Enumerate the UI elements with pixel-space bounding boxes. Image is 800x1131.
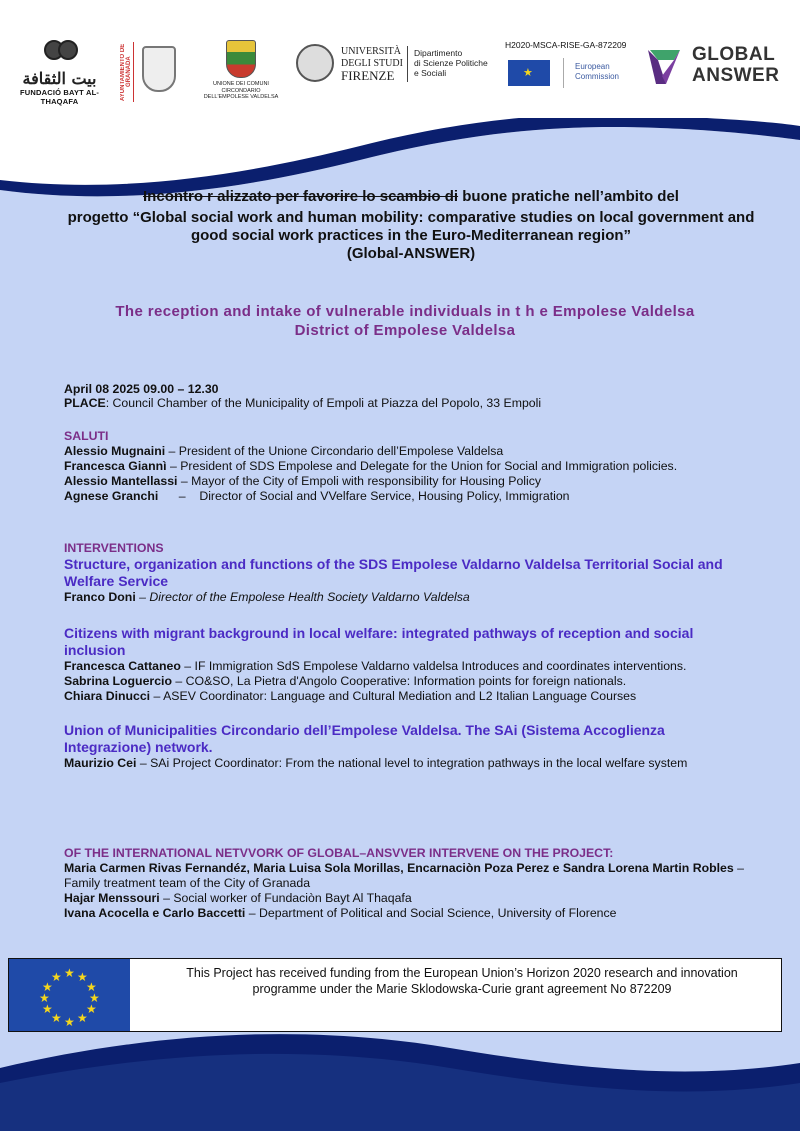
- unione-shield-icon: [226, 40, 256, 78]
- eu-commission-logo: H2020-MSCA-RISE-GA-872209 ★ European Commission: [505, 40, 635, 86]
- unifi-seal-icon: [296, 44, 334, 82]
- intervention-block: Union of Municipalities Circondario dell’Empolese Valdelsa. The SAi (Sistema Accoglienza Integrazione) network. Maurizio Cei – SAi Project Coordinator: From the national level to integration pathways in the local welfare system: [64, 722, 754, 771]
- list-item: Alessio Mugnaini – President of the Unione Circondario dell’Empolese Valdelsa: [64, 444, 504, 458]
- eu-flag-icon: ★ ★ ★ ★ ★ ★ ★ ★ ★ ★ ★ ★: [9, 959, 130, 1031]
- granada-logo: AYUNTAMIENTO DE GRANADA: [120, 42, 180, 104]
- bayt-seal-icon: [40, 40, 80, 70]
- list-item: Francesca Giannì – President of SDS Empolese and Delegate for the Union for Social and Immigration policies.: [64, 459, 678, 473]
- logo-bar: [0, 30, 800, 120]
- eu-flag-icon: [508, 60, 550, 86]
- funding-notice: [8, 958, 782, 1032]
- funding-text: This Project has received funding from the European Union’s Horizon 2020 research and innovation programme under the Marie Sklodowska-Curie grant agreement No 872209: [186, 966, 738, 996]
- event-date: April 08 2025 09.00 – 12.30: [64, 382, 219, 396]
- international-heading: OF THE INTERNATIONAL NETVVORK OF GLOBAL–ANSVVER INTERVENE ON THE PROJECT:: [64, 846, 614, 860]
- intervention-block: Structure, organization and functions of the SDS Empolese Valdarno Valdelsa Territorial Social and Welfare Service Franco Doni – Director of the Empolese Health Society Valdarno Valdelsa: [64, 556, 754, 605]
- unifi-logo: UNIVERSITÀ DEGLI STUDI FIRENZE Dipartimento di Scienze Politiche e Sociali: [296, 44, 496, 88]
- saluti-heading: SALUTI: [64, 429, 109, 443]
- bayt-al-thaqafa-logo: بيت الثقافة FUNDACIÓ BAYT AL-THAQAFA: [12, 40, 107, 106]
- list-item: Hajar Menssouri – Social worker of Fundaciòn Bayt Al Thaqafa: [64, 891, 412, 905]
- list-item: Maurizio Cei – SAi Project Coordinator: From the national level to integration pathways in the local welfare system: [64, 756, 688, 770]
- global-answer-mark-icon: [644, 40, 686, 90]
- granada-shield-icon: [142, 46, 176, 92]
- interventions-section: [64, 541, 754, 771]
- saluti-section: [64, 429, 754, 504]
- list-item: Ivana Acocella e Carlo Baccetti – Department of Political and Social Science, University of Florence: [64, 906, 617, 920]
- list-item: Sabrina Loguercio – CO&SO, La Pietra d'Angolo Cooperative: Information points for foreign nationals.: [64, 674, 627, 688]
- global-answer-logo: GLOBAL ANSWER: [644, 36, 794, 96]
- list-item: Chiara Dinucci – ASEV Coordinator: Language and Cultural Mediation and L2 Italian Language Courses: [64, 689, 637, 703]
- list-item: Franco Doni – Director of the Empolese Health Society Valdarno Valdelsa: [64, 590, 470, 604]
- list-item: Maria Carmen Rivas Fernandéz, Maria Luisa Sola Morillas, Encarnaciòn Poza Perez e Sandra Lorena Martin Robles – Family treatment team of the City of Granada: [64, 861, 744, 890]
- list-item: Francesca Cattaneo – IF Immigration SdS Empolese Valdarno valdelsa Introduces and coordinates interventions.: [64, 659, 687, 673]
- unione-comuni-logo: UNIONE DEI COMUNI CIRCONDARIO DELL'EMPOLESE VALDELSA: [196, 40, 286, 101]
- list-item: Alessio Mantellassi – Mayor of the City of Empoli with responsibility for Housing Policy: [64, 474, 542, 488]
- event-subtitle: The reception and intake of vulnerable individuals in t h e Empolese Valdelsa District of Empolese Valdelsa: [115, 303, 695, 339]
- interventions-heading: INTERVENTIONS: [64, 541, 164, 555]
- event-place: PLACE: Council Chamber of the Municipality of Empoli at Piazza del Popolo, 33 Empoli: [64, 396, 542, 410]
- project-title: progetto “Global social work and human mobility: comparative studies on local government and good social work practices in the Euro-Mediterranean region” (Global-ANSWER): [67, 209, 755, 262]
- international-section: [64, 846, 754, 921]
- list-item: Agnese Granchi – Director of Social and VVelfare Service, Housing Policy, Immigration: [64, 489, 570, 503]
- intro-line: Incontro r alizzato per favorire lo scambio di buone pratiche nell’ambito del: [143, 188, 679, 205]
- intervention-block: Citizens with migrant background in local welfare: integrated pathways of reception and social inclusion Francesca Cattaneo – IF Immigration SdS Empolese Valdarno valdelsa Introduces and coordinates interventions. Sabrina Loguercio – CO&SO, La Pietra d'Angolo Cooperative: Information points for foreign nationals. Chiara Dinucci – ASEV Coordinator: Language and Cultural Mediation and L2 Italian Language Courses: [64, 625, 754, 704]
- grant-code: H2020-MSCA-RISE-GA-872209: [505, 40, 627, 50]
